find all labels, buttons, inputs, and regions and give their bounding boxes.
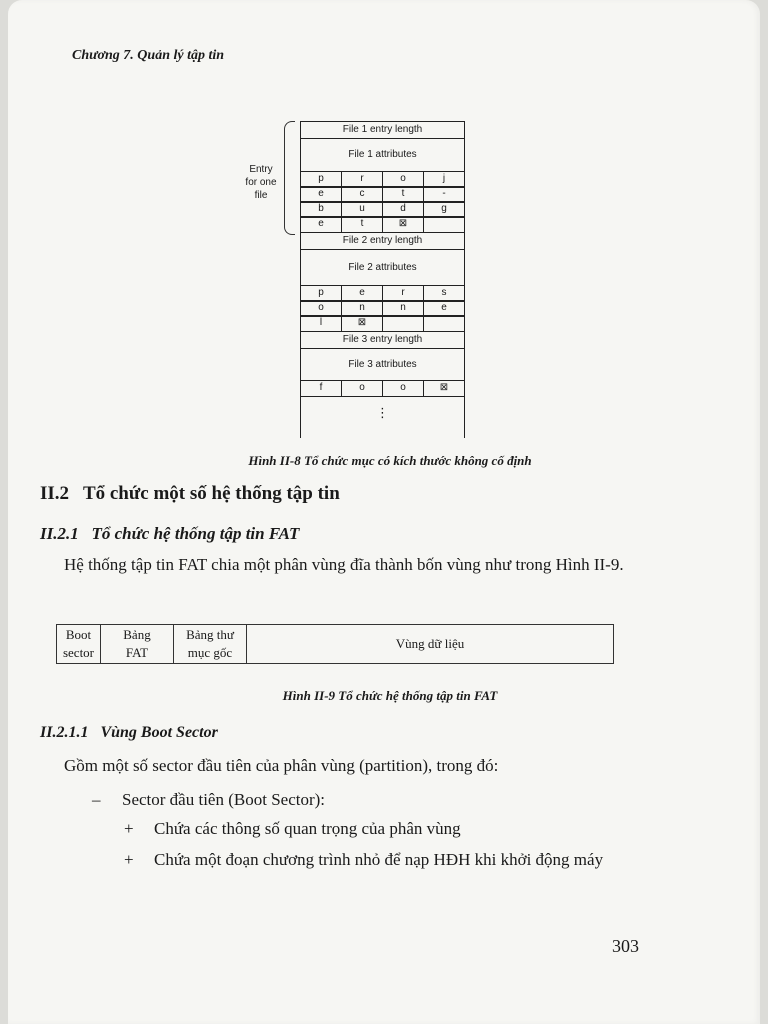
list-item-bootloader: Chứa một đoạn chương trình nhỏ để nạp HĐH khi khởi động máy: [154, 850, 604, 869]
file2-name-row: p e r s: [300, 286, 465, 302]
figure-8-caption: Hình II-8 Tổ chức mục có kích thước không cố định: [248, 453, 532, 468]
paragraph-1: Hệ thống tập tin FAT chia một phân vùng đĩa thành bốn vùng như trong Hình II-9.: [64, 555, 624, 574]
section-title: II.2 Tổ chức một số hệ thống tập tin: [40, 483, 340, 504]
file1-entry-length: File 1 entry length: [300, 121, 465, 139]
file3-attributes: File 3 attributes: [300, 348, 465, 381]
file1-name-row: e t ⊠: [300, 217, 465, 233]
paragraph-2: Gồm một số sector đầu tiên của phân vùng (partition), trong đó:: [64, 756, 499, 775]
file1-name-row: b u d g: [300, 202, 465, 218]
fat-table-region: Bảng FAT: [101, 625, 174, 663]
list-item-parameters: Chứa các thông số quan trọng của phân vùng: [154, 819, 461, 838]
figure-9-caption: Hình II-9 Tổ chức hệ thống tập tin FAT: [282, 688, 498, 703]
chapter-header: Chương 7. Quản lý tập tin: [72, 48, 225, 63]
file1-attributes: File 1 attributes: [300, 138, 465, 172]
entry-label: Entry for one file: [245, 164, 277, 201]
ellipsis: ⋮: [376, 406, 389, 421]
root-directory-region: Bảng thư mục gốc: [174, 625, 247, 663]
file3-entry-length: File 3 entry length: [300, 331, 465, 349]
subsubsection-title: II.2.1.1 Vùng Boot Sector: [40, 724, 218, 741]
plus-marker: +: [124, 850, 134, 869]
file2-name-row: o n n e: [300, 301, 465, 317]
file2-attributes: File 2 attributes: [300, 249, 465, 286]
file2-entry-length: File 2 entry length: [300, 232, 465, 250]
file2-name-row: l ⊠: [300, 316, 465, 332]
list-item-boot-sector: Sector đầu tiên (Boot Sector):: [122, 790, 326, 809]
dash-marker: –: [92, 790, 101, 809]
data-region: Vùng dữ liệu: [395, 636, 465, 651]
boot-sector-region: Boot sector: [57, 625, 101, 663]
file3-name-row: f o o ⊠: [300, 381, 465, 397]
remaining-entries: [300, 396, 465, 438]
fat-layout-figure: [56, 624, 614, 664]
subsection-title: II.2.1 Tổ chức hệ thống tập tin FAT: [40, 524, 300, 543]
file1-name-row: p r o j: [300, 172, 465, 188]
page-number: 303: [612, 936, 639, 956]
plus-marker: +: [124, 819, 134, 838]
file1-name-row: e c t -: [300, 187, 465, 203]
